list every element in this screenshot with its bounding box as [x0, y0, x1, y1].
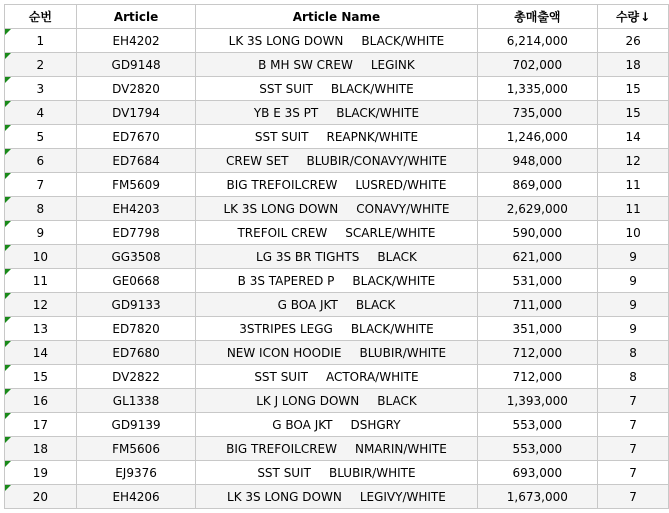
cell-article[interactable]: DV1794 [76, 101, 196, 125]
green-triangle-error-indicator-icon [5, 317, 11, 323]
cell-no[interactable]: 8 [5, 197, 77, 221]
cell-article[interactable]: GL1338 [76, 389, 196, 413]
cell-article-name[interactable] [196, 221, 477, 245]
article-color-text: LUSRED/WHITE [355, 177, 447, 192]
article-name-text: G BOA JKT [277, 297, 338, 312]
article-name-text: TREFOIL CREW [237, 225, 328, 240]
cell-total-sales[interactable]: 6,214,000 [477, 29, 598, 53]
table-row [5, 461, 669, 485]
cell-article-name[interactable] [196, 29, 477, 53]
cell-article-name[interactable] [196, 389, 477, 413]
cell-quantity[interactable]: 9 [598, 245, 669, 269]
cell-no[interactable]: 20 [5, 485, 77, 509]
article-color-text: REAPNK/WHITE [326, 129, 419, 144]
article-name-text: LK 3S LONG DOWN [228, 33, 344, 48]
article-name-text: BIG TREFOILCREW [226, 441, 337, 456]
article-name-text: G BOA JKT [272, 417, 333, 432]
table-row [5, 389, 669, 413]
article-name-text: LK J LONG DOWN [256, 393, 360, 408]
cell-quantity[interactable]: 9 [598, 293, 669, 317]
green-triangle-error-indicator-icon [5, 365, 11, 371]
article-color-text: BLACK [377, 393, 417, 408]
cell-article-name[interactable] [196, 485, 477, 509]
cell-article[interactable]: GD9139 [76, 413, 196, 437]
article-name-text: SST SUIT [254, 369, 308, 384]
green-triangle-error-indicator-icon [5, 125, 11, 131]
header-no[interactable]: 순번 [5, 5, 77, 29]
cell-quantity[interactable]: 7 [598, 389, 669, 413]
cell-total-sales[interactable]: 1,246,000 [477, 125, 598, 149]
cell-total-sales[interactable]: 693,000 [477, 461, 598, 485]
table-row [5, 341, 669, 365]
article-name-text: SST SUIT [254, 129, 309, 144]
sales-ranking-table [4, 4, 669, 509]
cell-article[interactable]: GD9133 [76, 293, 196, 317]
cell-total-sales[interactable]: 553,000 [477, 437, 598, 461]
cell-article[interactable]: DV2822 [76, 365, 196, 389]
cell-quantity[interactable]: 9 [598, 317, 669, 341]
table-row [5, 245, 669, 269]
cell-no[interactable]: 15 [5, 365, 77, 389]
table-row [5, 149, 669, 173]
cell-quantity[interactable]: 15 [598, 101, 669, 125]
cell-quantity[interactable]: 7 [598, 485, 669, 509]
header-total-sales[interactable]: 총매출액 [477, 5, 598, 29]
cell-article[interactable]: GG3508 [76, 245, 196, 269]
cell-quantity[interactable]: 12 [598, 149, 669, 173]
green-triangle-error-indicator-icon [5, 437, 11, 443]
cell-quantity[interactable]: 7 [598, 413, 669, 437]
article-name-text: LK 3S LONG DOWN [227, 489, 342, 504]
cell-article-name[interactable] [196, 365, 477, 389]
cell-no[interactable]: 1 [5, 29, 77, 53]
table-row [5, 197, 669, 221]
cell-total-sales[interactable]: 531,000 [477, 269, 598, 293]
article-color-text: ACTORA/WHITE [325, 369, 419, 384]
cell-quantity[interactable]: 11 [598, 173, 669, 197]
cell-article-name[interactable] [196, 293, 477, 317]
cell-total-sales[interactable]: 702,000 [477, 53, 598, 77]
header-quantity[interactable]: 수량↓ [598, 5, 669, 29]
article-color-text: NMARIN/WHITE [355, 441, 447, 456]
green-triangle-error-indicator-icon [5, 197, 11, 203]
cell-article-name[interactable] [196, 101, 477, 125]
article-name-text: SST SUIT [257, 465, 311, 480]
table-row [5, 173, 669, 197]
table-row [5, 365, 669, 389]
table-row [5, 101, 669, 125]
cell-article[interactable]: ED7680 [76, 341, 196, 365]
green-triangle-error-indicator-icon [5, 245, 11, 251]
cell-total-sales[interactable]: 1,673,000 [477, 485, 598, 509]
article-color-text: BLACK/WHITE [330, 81, 414, 96]
article-name-text: BIG TREFOILCREW [226, 177, 338, 192]
green-triangle-error-indicator-icon [5, 221, 11, 227]
cell-article[interactable]: FM5609 [76, 173, 196, 197]
cell-article[interactable]: EH4202 [76, 29, 196, 53]
article-name-text: CREW SET [225, 153, 289, 168]
cell-no[interactable]: 5 [5, 125, 77, 149]
cell-article[interactable]: ED7798 [76, 221, 196, 245]
sort-down-icon[interactable]: ↓ [640, 10, 651, 24]
article-color-text: BLUBIR/CONAVY/WHITE [306, 153, 447, 168]
cell-quantity[interactable]: 7 [598, 461, 669, 485]
cell-total-sales[interactable]: 1,335,000 [477, 77, 598, 101]
table-row [5, 77, 669, 101]
cell-article[interactable]: GD9148 [76, 53, 196, 77]
cell-article-name[interactable] [196, 269, 477, 293]
green-triangle-error-indicator-icon [5, 269, 11, 275]
table-row [5, 53, 669, 77]
article-color-text: BLACK/WHITE [336, 105, 420, 120]
green-triangle-error-indicator-icon [5, 341, 11, 347]
green-triangle-error-indicator-icon [5, 29, 11, 35]
article-name-text: B MH SW CREW [258, 57, 353, 72]
table-row [5, 293, 669, 317]
cell-quantity[interactable]: 8 [598, 341, 669, 365]
article-name-text: LG 3S BR TIGHTS [256, 249, 360, 264]
cell-article-name[interactable] [196, 149, 477, 173]
article-color-text: BLUBIR/WHITE [328, 465, 416, 480]
article-color-text: BLACK [355, 297, 396, 312]
table-row [5, 125, 669, 149]
cell-quantity[interactable]: 7 [598, 437, 669, 461]
table-row [5, 29, 669, 53]
cell-no[interactable]: 7 [5, 173, 77, 197]
cell-total-sales[interactable]: 351,000 [477, 317, 598, 341]
article-name-text: SST SUIT [259, 81, 313, 96]
cell-article[interactable]: EJ9376 [76, 461, 196, 485]
cell-quantity[interactable]: 10 [598, 221, 669, 245]
article-color-text: BLACK [377, 249, 417, 264]
green-triangle-error-indicator-icon [5, 413, 11, 419]
table-row [5, 221, 669, 245]
cell-no[interactable]: 19 [5, 461, 77, 485]
cell-no[interactable]: 14 [5, 341, 77, 365]
cell-no[interactable]: 2 [5, 53, 77, 77]
cell-article-name[interactable] [196, 197, 477, 221]
article-name-text: YB E 3S PT [253, 105, 319, 120]
cell-total-sales[interactable]: 869,000 [477, 173, 598, 197]
header-article[interactable]: Article [76, 5, 196, 29]
cell-no[interactable]: 17 [5, 413, 77, 437]
cell-article[interactable]: ED7820 [76, 317, 196, 341]
cell-no[interactable]: 13 [5, 317, 77, 341]
green-triangle-error-indicator-icon [5, 389, 11, 395]
article-color-text: DSHGRY [350, 417, 401, 432]
cell-article[interactable]: EH4203 [76, 197, 196, 221]
cell-no[interactable]: 3 [5, 77, 77, 101]
green-triangle-error-indicator-icon [5, 149, 11, 155]
cell-no[interactable]: 6 [5, 149, 77, 173]
cell-article-name[interactable] [196, 437, 477, 461]
green-triangle-error-indicator-icon [5, 53, 11, 59]
cell-total-sales[interactable]: 735,000 [477, 101, 598, 125]
cell-total-sales[interactable]: 712,000 [477, 365, 598, 389]
cell-total-sales[interactable]: 712,000 [477, 341, 598, 365]
cell-total-sales[interactable]: 590,000 [477, 221, 598, 245]
cell-total-sales[interactable]: 948,000 [477, 149, 598, 173]
cell-total-sales[interactable]: 711,000 [477, 293, 598, 317]
table-row [5, 437, 669, 461]
table-row [5, 269, 669, 293]
cell-article-name[interactable] [196, 245, 477, 269]
cell-article-name[interactable] [196, 461, 477, 485]
cell-article-name[interactable] [196, 173, 477, 197]
table-row [5, 317, 669, 341]
cell-article[interactable]: DV2820 [76, 77, 196, 101]
cell-total-sales[interactable]: 621,000 [477, 245, 598, 269]
cell-article[interactable]: ED7670 [76, 125, 196, 149]
cell-no[interactable]: 10 [5, 245, 77, 269]
cell-quantity[interactable]: 9 [598, 269, 669, 293]
cell-article[interactable]: EH4206 [76, 485, 196, 509]
cell-article-name[interactable] [196, 77, 477, 101]
green-triangle-error-indicator-icon [5, 485, 11, 491]
cell-article-name[interactable] [196, 413, 477, 437]
cell-total-sales[interactable]: 1,393,000 [477, 389, 598, 413]
article-name-text: LK 3S LONG DOWN [223, 201, 339, 216]
cell-article[interactable]: ED7684 [76, 149, 196, 173]
cell-article-name[interactable] [196, 125, 477, 149]
article-color-text: LEGIVY/WHITE [359, 489, 446, 504]
table-row [5, 485, 669, 509]
cell-no[interactable]: 11 [5, 269, 77, 293]
cell-quantity[interactable]: 15 [598, 77, 669, 101]
article-name-text: 3STRIPES LEGG [239, 321, 333, 336]
green-triangle-error-indicator-icon [5, 293, 11, 299]
header-article-name[interactable]: Article Name [196, 5, 477, 29]
header-row [5, 5, 669, 29]
cell-article[interactable]: GE0668 [76, 269, 196, 293]
article-color-text: BLACK/WHITE [361, 33, 445, 48]
green-triangle-error-indicator-icon [5, 77, 11, 83]
cell-article[interactable]: FM5606 [76, 437, 196, 461]
article-color-text: SCARLE/WHITE [345, 225, 436, 240]
cell-quantity[interactable]: 11 [598, 197, 669, 221]
cell-total-sales[interactable]: 2,629,000 [477, 197, 598, 221]
cell-no[interactable]: 12 [5, 293, 77, 317]
article-color-text: BLACK/WHITE [350, 321, 434, 336]
cell-no[interactable]: 4 [5, 101, 77, 125]
cell-quantity[interactable]: 8 [598, 365, 669, 389]
article-name-text: NEW ICON HOODIE [226, 345, 342, 360]
article-color-text: CONAVY/WHITE [356, 201, 450, 216]
cell-quantity[interactable]: 18 [598, 53, 669, 77]
table-row [5, 413, 669, 437]
article-color-text: BLACK/WHITE [352, 273, 436, 288]
cell-no[interactable]: 16 [5, 389, 77, 413]
green-triangle-error-indicator-icon [5, 101, 11, 107]
green-triangle-error-indicator-icon [5, 461, 11, 467]
article-color-text: BLUBIR/WHITE [359, 345, 447, 360]
cell-article-name[interactable] [196, 317, 477, 341]
cell-no[interactable]: 9 [5, 221, 77, 245]
cell-total-sales[interactable]: 553,000 [477, 413, 598, 437]
cell-article-name[interactable] [196, 53, 477, 77]
cell-no[interactable]: 18 [5, 437, 77, 461]
cell-quantity[interactable]: 14 [598, 125, 669, 149]
article-name-text: B 3S TAPERED P [237, 273, 335, 288]
green-triangle-error-indicator-icon [5, 173, 11, 179]
article-color-text: LEGINK [370, 57, 415, 72]
cell-quantity[interactable]: 26 [598, 29, 669, 53]
cell-article-name[interactable] [196, 341, 477, 365]
